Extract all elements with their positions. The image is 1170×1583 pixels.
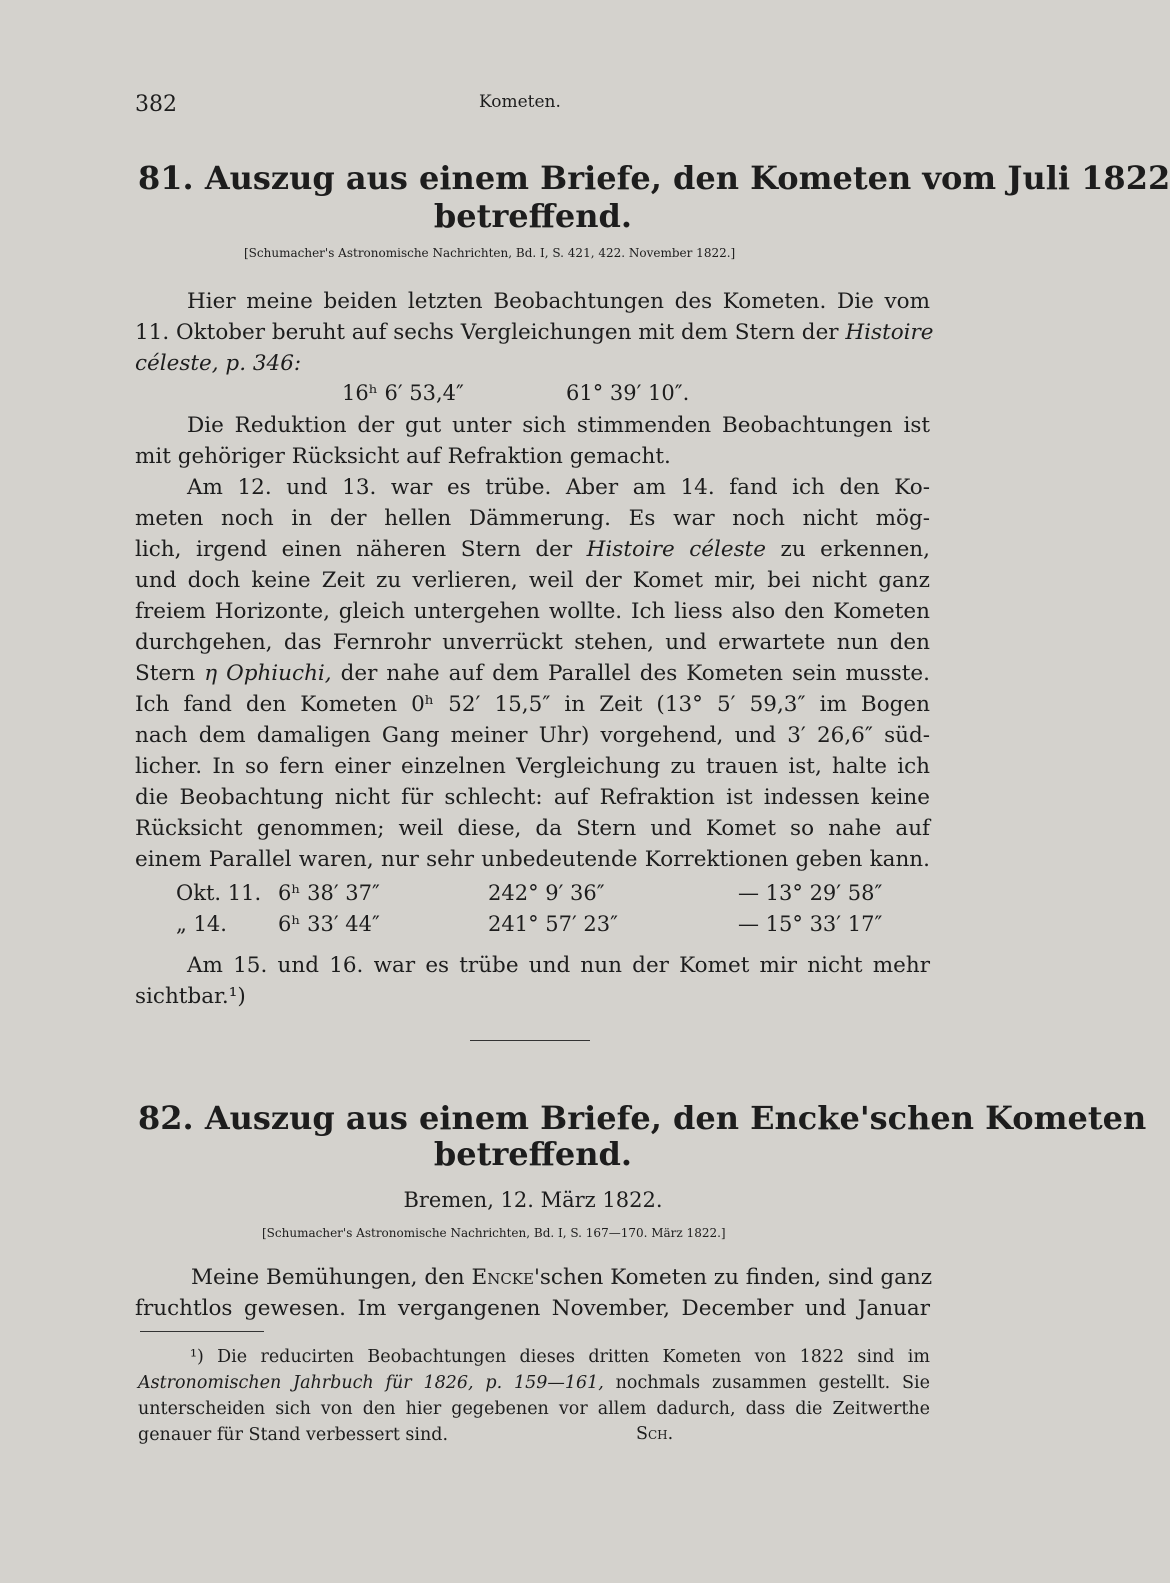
text-line: Meine Bemühungen, den Encke'schen Kometen zu finden, sind ganz [191, 1265, 933, 1290]
observation-time: 16ʰ 6′ 53,4″ [342, 381, 464, 405]
section-81-paragraph-4 [135, 950, 930, 1012]
section-82-source: [Schumacher's Astronomische Nachrichten, Bd. I, S. 167—170. März 1822.] [262, 1226, 726, 1240]
footnote [138, 1344, 930, 1448]
text-line: céleste, p. 346: [135, 351, 302, 376]
section-81-title-line2: betreffend. [433, 197, 633, 235]
text-line: Stern η Ophiuchi, der nahe auf dem Parallel des Kometen sein musste. [135, 661, 930, 686]
table-cell-date: Okt. 11. [176, 881, 262, 905]
section-82-paragraph-1 [135, 1262, 933, 1324]
text-line: lich, irgend einen näheren Stern der Histoire céleste zu erkennen, [135, 537, 930, 562]
footnote-signature: Sch. [636, 1424, 674, 1444]
footnote-line: genauer für Stand verbessert sind. [138, 1425, 449, 1445]
running-head-title: Kometen. [479, 92, 561, 112]
text-line: Ich fand den Kometen 0ʰ 52′ 15,5″ in Zeit (13° 5′ 59,3″ im Bogen [135, 692, 930, 717]
text-line: und doch keine Zeit zu verlieren, weil der Komet mir, bei nicht ganz [135, 568, 930, 593]
text-line: einem Parallel waren, nur sehr unbedeutende Korrektionen geben kann. [135, 847, 930, 872]
text-line: Am 15. und 16. war es trübe und nun der Komet mir nicht mehr [187, 953, 930, 978]
table-cell-time: 6ʰ 38′ 37″ [278, 881, 380, 905]
table-cell-decl: — 15° 33′ 17″ [738, 912, 883, 936]
table-cell-ra: 242° 9′ 36″ [488, 881, 605, 905]
table-cell-ra: 241° 57′ 23″ [488, 912, 618, 936]
observation-table [0, 878, 1000, 940]
footnote-line: Astronomischen Jahrbuch für 1826, p. 159—161, nochmals zusammen gestellt. Sie [138, 1373, 930, 1393]
section-82-title-text: Auszug aus einem Briefe, den Encke'schen Kometen [204, 1099, 1147, 1137]
section-82-title-line2: betreffend. [433, 1135, 633, 1173]
section-82-title-line1 [138, 1098, 1147, 1138]
text-line: licher. In so fern einer einzelnen Vergleichung zu trauen ist, halte ich [135, 754, 930, 779]
section-82-dateline: Bremen, 12. März 1822. [403, 1188, 663, 1212]
table-cell-time: 6ʰ 33′ 44″ [278, 912, 380, 936]
text-line: Am 12. und 13. war es trübe. Aber am 14. fand ich den Ko- [187, 475, 930, 500]
text-line: sichtbar.¹) [135, 984, 246, 1009]
text-line: Rücksicht genommen; weil diese, da Stern und Komet so nahe auf [135, 816, 930, 841]
footnote-rule [140, 1331, 264, 1332]
section-81-number: 81. [138, 159, 194, 197]
section-81-paragraph-1 [135, 286, 934, 379]
text-line: 11. Oktober beruht auf sechs Vergleichungen mit dem Stern der Histoire [135, 320, 934, 345]
table-cell-decl: — 13° 29′ 58″ [738, 881, 883, 905]
section-81-title-line1 [138, 158, 1170, 198]
text-line: die Beobachtung nicht für schlecht: auf Refraktion ist indessen keine [135, 785, 930, 810]
observation-angle: 61° 39′ 10″. [566, 381, 690, 405]
text-line: nach dem damaligen Gang meiner Uhr) vorgehend, und 3′ 26,6″ süd- [135, 723, 930, 748]
text-line: meten noch in der hellen Dämmerung. Es war noch nicht mög- [135, 506, 930, 531]
text-line: mit gehöriger Rücksicht auf Refraktion gemacht. [135, 444, 671, 469]
footnote-line: unterscheiden sich von den hier gegebenen vor allem dadurch, dass die Zeitwerthe [138, 1399, 930, 1419]
text-line: durchgehen, das Fernrohr unverrückt stehen, und erwartete nun den [135, 630, 930, 655]
text-line: fruchtlos gewesen. Im vergangenen November, December und Januar [135, 1296, 930, 1321]
text-line: freiem Horizonte, gleich untergehen wollte. Ich liess also den Kometen [135, 599, 930, 624]
section-divider [470, 1040, 590, 1041]
table-cell-date: „ 14. [176, 912, 227, 936]
section-81-source: [Schumacher's Astronomische Nachrichten, Bd. I, S. 421, 422. November 1822.] [244, 246, 736, 260]
page-number: 382 [135, 92, 177, 117]
footnote-line: ¹) Die reducirten Beobachtungen dieses dritten Kometen von 1822 sind im [190, 1347, 930, 1367]
text-line: Hier meine beiden letzten Beobachtungen des Kometen. Die vom [187, 289, 930, 314]
section-81-paragraph-3 [135, 472, 930, 875]
section-82-number: 82. [138, 1099, 194, 1137]
section-81-title-text: Auszug aus einem Briefe, den Kometen vom Juli 1822 [204, 159, 1170, 197]
text-line: Die Reduktion der gut unter sich stimmenden Beobachtungen ist [187, 413, 930, 438]
section-81-paragraph-2 [135, 410, 930, 472]
